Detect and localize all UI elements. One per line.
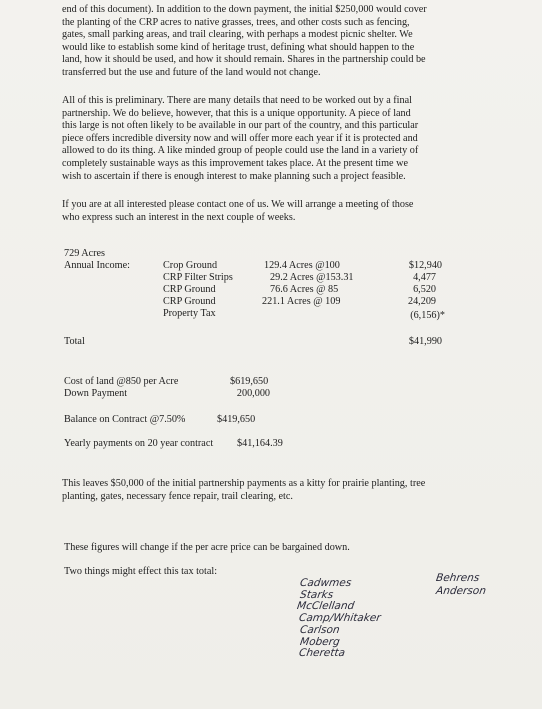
text-line: the planting of the CRP acres to native grasses, trees, and other costs such as fencing,	[62, 16, 410, 28]
income-amount: 4,477	[413, 272, 436, 283]
figures-note: These figures will change if the per acre price can be bargained down.	[64, 542, 350, 553]
text-line: allowed to do its thing. A like minded group of people could use the land in a variety of	[62, 145, 419, 157]
text-line: wish to ascertain if there is enough interest to make planning such a project feasible.	[62, 170, 406, 182]
handwritten-name: Cadwmes	[299, 577, 353, 589]
text-line: land, how it should be used, and how it should remain. Shares in the partnership could be	[62, 54, 426, 66]
income-category: Crop Ground	[163, 260, 218, 271]
income-amount: (6,156)*	[410, 310, 445, 321]
total-label: Total	[64, 336, 85, 347]
text-line: transferred but the use and future of the land would not change.	[62, 66, 321, 78]
text-line: If you are at all interested please contact one of us. We will arrange a meeting of those	[62, 199, 414, 210]
paragraph-contact	[62, 199, 482, 224]
income-amount: $12,940	[408, 260, 442, 271]
income-detail: 221.1 Acres @ 109	[262, 296, 341, 307]
acres-label: 729 Acres	[64, 248, 106, 259]
annual-income-label: Annual Income:	[64, 260, 130, 271]
handwritten-name: Anderson	[435, 585, 487, 597]
balance-label: Balance on Contract @7.50%	[64, 414, 186, 425]
text-line: this large is not often likely to be available in our part of the country, and this particular	[62, 120, 419, 132]
balance-value: $419,650	[217, 414, 256, 425]
income-category: CRP Ground	[163, 284, 216, 295]
text-line: end of this document). In addition to the down payment, the initial $250,000 would cover	[62, 4, 427, 15]
down-payment-label: Down Payment	[64, 388, 128, 399]
handwritten-name: Starks	[299, 589, 335, 601]
yearly-payments-value: $41,164.39	[237, 438, 283, 449]
text-line: All of this is preliminary. There are many details that need to be worked out by a final	[62, 95, 412, 106]
text-line: who express such an interest in the next couple of weeks.	[62, 211, 296, 223]
income-category: CRP Ground	[163, 296, 216, 307]
income-amount: 6,520	[413, 284, 436, 295]
income-category: CRP Filter Strips	[163, 272, 233, 283]
text-line: would like to establish some kind of heritage trust, defining what should happen to the	[62, 41, 415, 53]
handwritten-name: Camp/Whitaker	[298, 612, 382, 624]
text-line: gates, small parking areas, and trail clearing, with perhaps a modest picnic shelter. We	[62, 29, 413, 41]
paragraph-purchase-details	[62, 4, 482, 80]
down-payment-value: 200,000	[236, 388, 270, 399]
handwritten-name: Behrens	[435, 572, 481, 584]
yearly-payments-label: Yearly payments on 20 year contract	[64, 438, 214, 449]
handwritten-name: Carlson	[299, 624, 341, 636]
text-line: piece offers incredible diversity now and will offer more each year if it is protected and	[62, 132, 418, 144]
tax-note: Two things might effect this tax total:	[64, 566, 218, 577]
handwritten-name: Moberg	[299, 636, 341, 648]
text-line: This leaves $50,000 of the initial partnership payments as a kitty for prairie planting, tree	[62, 478, 426, 489]
total-value: $41,990	[408, 336, 442, 347]
cost-of-land-value: $619,650	[230, 376, 269, 387]
handwritten-name: McClelland	[296, 600, 356, 612]
income-detail: 76.6 Acres @ 85	[270, 284, 339, 295]
cost-of-land-label: Cost of land @850 per Acre	[64, 376, 179, 387]
income-amount: 24,209	[407, 296, 436, 307]
income-detail: 129.4 Acres @100	[264, 260, 340, 271]
paragraph-kitty	[62, 478, 482, 503]
handwritten-name: Cheretta	[298, 647, 346, 659]
text-line: completely sustainable ways as this improvement takes place. At the present time we	[62, 157, 408, 169]
text-line: planting, gates, necessary fence repair, trail clearing, etc.	[62, 490, 293, 502]
income-category: Property Tax	[163, 308, 216, 319]
paragraph-preliminary	[62, 95, 482, 183]
text-line: partnership. We do believe, however, that this is a unique opportunity. A piece of land	[62, 107, 411, 119]
income-detail: 29.2 Acres @153.31	[270, 272, 354, 283]
